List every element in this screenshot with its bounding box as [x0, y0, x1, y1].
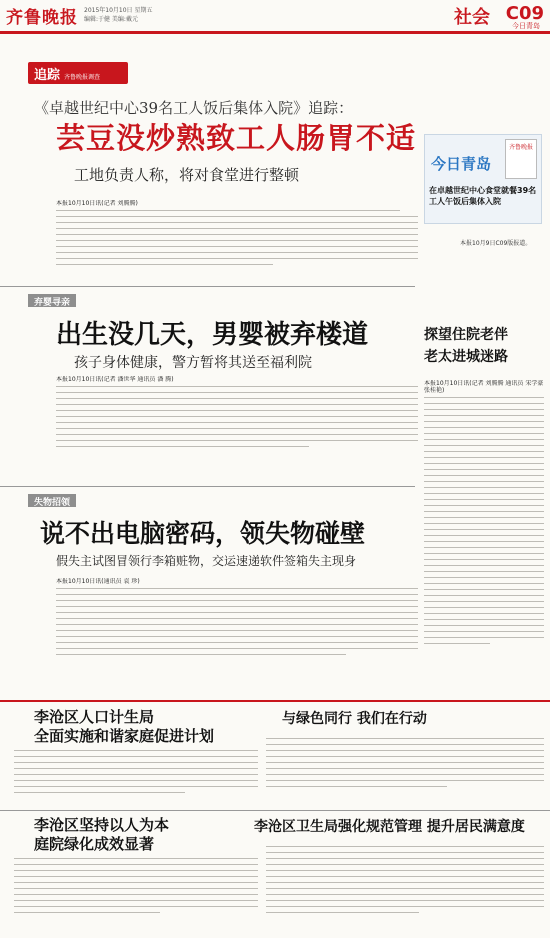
side-story-title: [424, 324, 508, 368]
lead-subhead: 《卓越世纪中心39名工人饭后集体入院》追踪：: [34, 99, 354, 117]
kicker-label: 追踪: [34, 68, 61, 83]
section-name: 社会: [454, 7, 490, 28]
divider: [0, 286, 415, 287]
newspaper-logo: 齐鲁晚报: [6, 8, 78, 28]
lead-deck: 工地负责人称，将对食堂进行整顿: [74, 166, 300, 184]
masthead: [0, 0, 550, 34]
bottom-band-rule: [0, 700, 550, 702]
teaser-caption: 本报10月9日C09版报道。: [460, 240, 532, 247]
teaser-brand: 今日青岛: [431, 155, 492, 173]
side-byline: 本报10月10日讯(记者 刘腾腾 通讯员 宋学豪 张桂艳): [424, 380, 544, 394]
side-title-line-1: 探望住院老伴: [424, 327, 508, 343]
newspaper-thumbnail: 齐鲁晚报: [505, 139, 537, 179]
story-kicker: [28, 62, 128, 84]
kicker-sub: 齐鲁晚报调查: [64, 74, 101, 81]
bottom-story-a-body: [14, 750, 258, 806]
bottom-story-d-body: [266, 846, 544, 934]
side-title-line-2: 老太进城迷路: [424, 349, 508, 365]
story2-tag: 弃婴寻亲: [28, 294, 76, 307]
page-number: C09: [505, 3, 544, 24]
issue-meta: [84, 6, 152, 24]
story-c-title-line-1: 李沧区坚持以人为本: [34, 816, 170, 834]
bottom-story-c-title: [34, 816, 169, 854]
lead-byline: 本报10月10日讯(记者 刘腾腾): [56, 200, 138, 207]
issue-editors: 编辑:于健 美编:戴元: [84, 16, 138, 23]
story-a-title-line-2: 全面实施和谐家庭促进计划: [34, 727, 215, 745]
lead-headline: 芸豆没炒熟致工人肠胃不适: [56, 121, 417, 155]
story3-byline: 本报10月10日讯(通讯员 袁 珍): [56, 578, 140, 585]
bottom-story-b-title: 与绿色同行 我们在行动: [282, 711, 427, 727]
side-story-body: [424, 380, 544, 700]
story-c-title-line-2: 庭院绿化成效显著: [34, 835, 155, 853]
issue-date: 2015年10月10日 星期五: [84, 7, 153, 14]
teaser-box: [424, 134, 542, 224]
story3-deck: 假失主试图冒领行李箱赃物，交运速递软件签箱失主现身: [56, 554, 357, 568]
divider: [0, 810, 550, 811]
story2-byline: 本报10月10日讯(记者 潘世华 通讯员 潘 腾): [56, 376, 174, 383]
lead-body: [56, 200, 418, 282]
teaser-text: 在卓越世纪中心食堂就餐39名工人午饭后集体入院: [429, 186, 537, 206]
story2-deck: 孩子身体健康，警方暂将其送至福利院: [74, 355, 312, 371]
story3-body: [56, 578, 418, 682]
story3-headline: 说不出电脑密码，领失物碰壁: [40, 519, 366, 548]
bottom-story-a-title: [34, 708, 214, 746]
divider: [0, 486, 415, 487]
section-subtitle: 今日青岛: [512, 22, 540, 30]
story-a-title-line-1: 李沧区人口计生局: [34, 708, 155, 726]
bottom-story-c-body: [14, 858, 258, 934]
story2-body: [56, 376, 418, 476]
bottom-story-d-title: 李沧区卫生局强化规范管理 提升居民满意度: [254, 819, 525, 835]
story3-tag: 失物招领: [28, 494, 76, 507]
story2-headline: 出生没几天，男婴被弃楼道: [56, 320, 369, 350]
bottom-story-b-body: [266, 738, 544, 802]
